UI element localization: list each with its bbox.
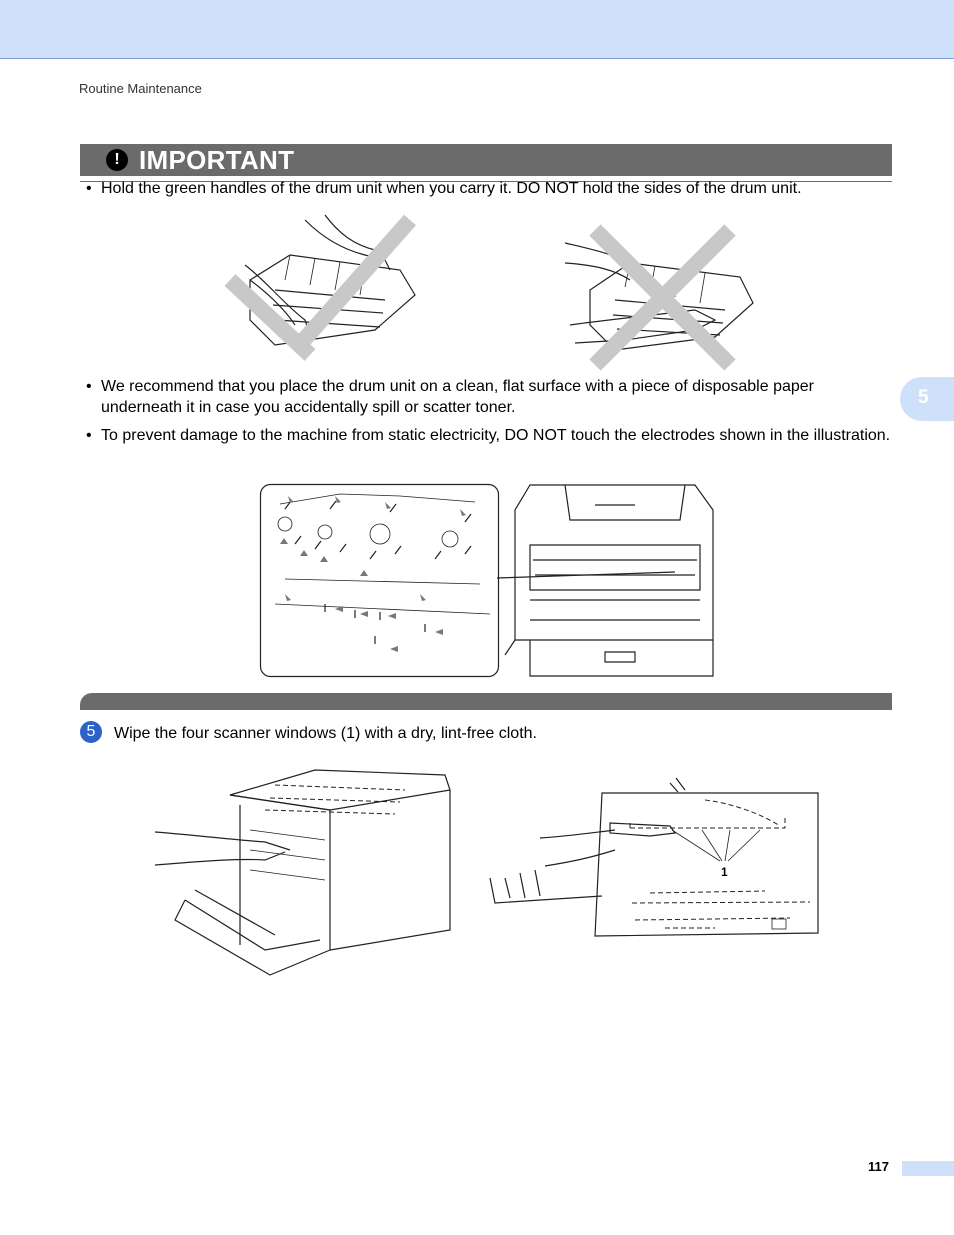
bullet-marker: • (86, 427, 92, 444)
page-number-bar (902, 1161, 954, 1176)
important-bullet-2: We recommend that you place the drum unit on a clean, flat surface with a piece of disposable paper underneath it in case you accidentally spill or scatter toner. (101, 378, 814, 416)
printer-open-front-illustration (505, 480, 720, 678)
chapter-tab: 5 (900, 377, 954, 421)
important-bullet-1: Hold the green handles of the drum unit when you carry it. DO NOT hold the sides of the drum unit. (101, 180, 802, 197)
header-band (0, 0, 954, 59)
drum-unit-handles-illustration (215, 210, 425, 360)
exclamation-icon: ! (106, 149, 128, 171)
important-title: IMPORTANT (139, 145, 295, 175)
drum-unit-sides-illustration (565, 225, 760, 370)
bullet-marker: • (86, 378, 92, 395)
running-title: Routine Maintenance (79, 81, 202, 96)
step-instruction: Wipe the four scanner windows (1) with a dry, lint-free cloth. (114, 725, 537, 742)
bullet-marker: • (86, 180, 92, 197)
callout-label-1: 1 (721, 865, 728, 879)
step-number-badge: 5 (80, 721, 102, 743)
important-bullet-3: To prevent damage to the machine from static electricity, DO NOT touch the electrodes shown in the illustration. (101, 427, 891, 444)
important-footer-bar (80, 693, 892, 710)
electrodes-closeup-illustration (260, 484, 500, 678)
printer-wiping-illustration (155, 770, 455, 980)
page-number: 117 (868, 1159, 889, 1174)
scanner-windows-closeup-illustration (490, 778, 820, 938)
